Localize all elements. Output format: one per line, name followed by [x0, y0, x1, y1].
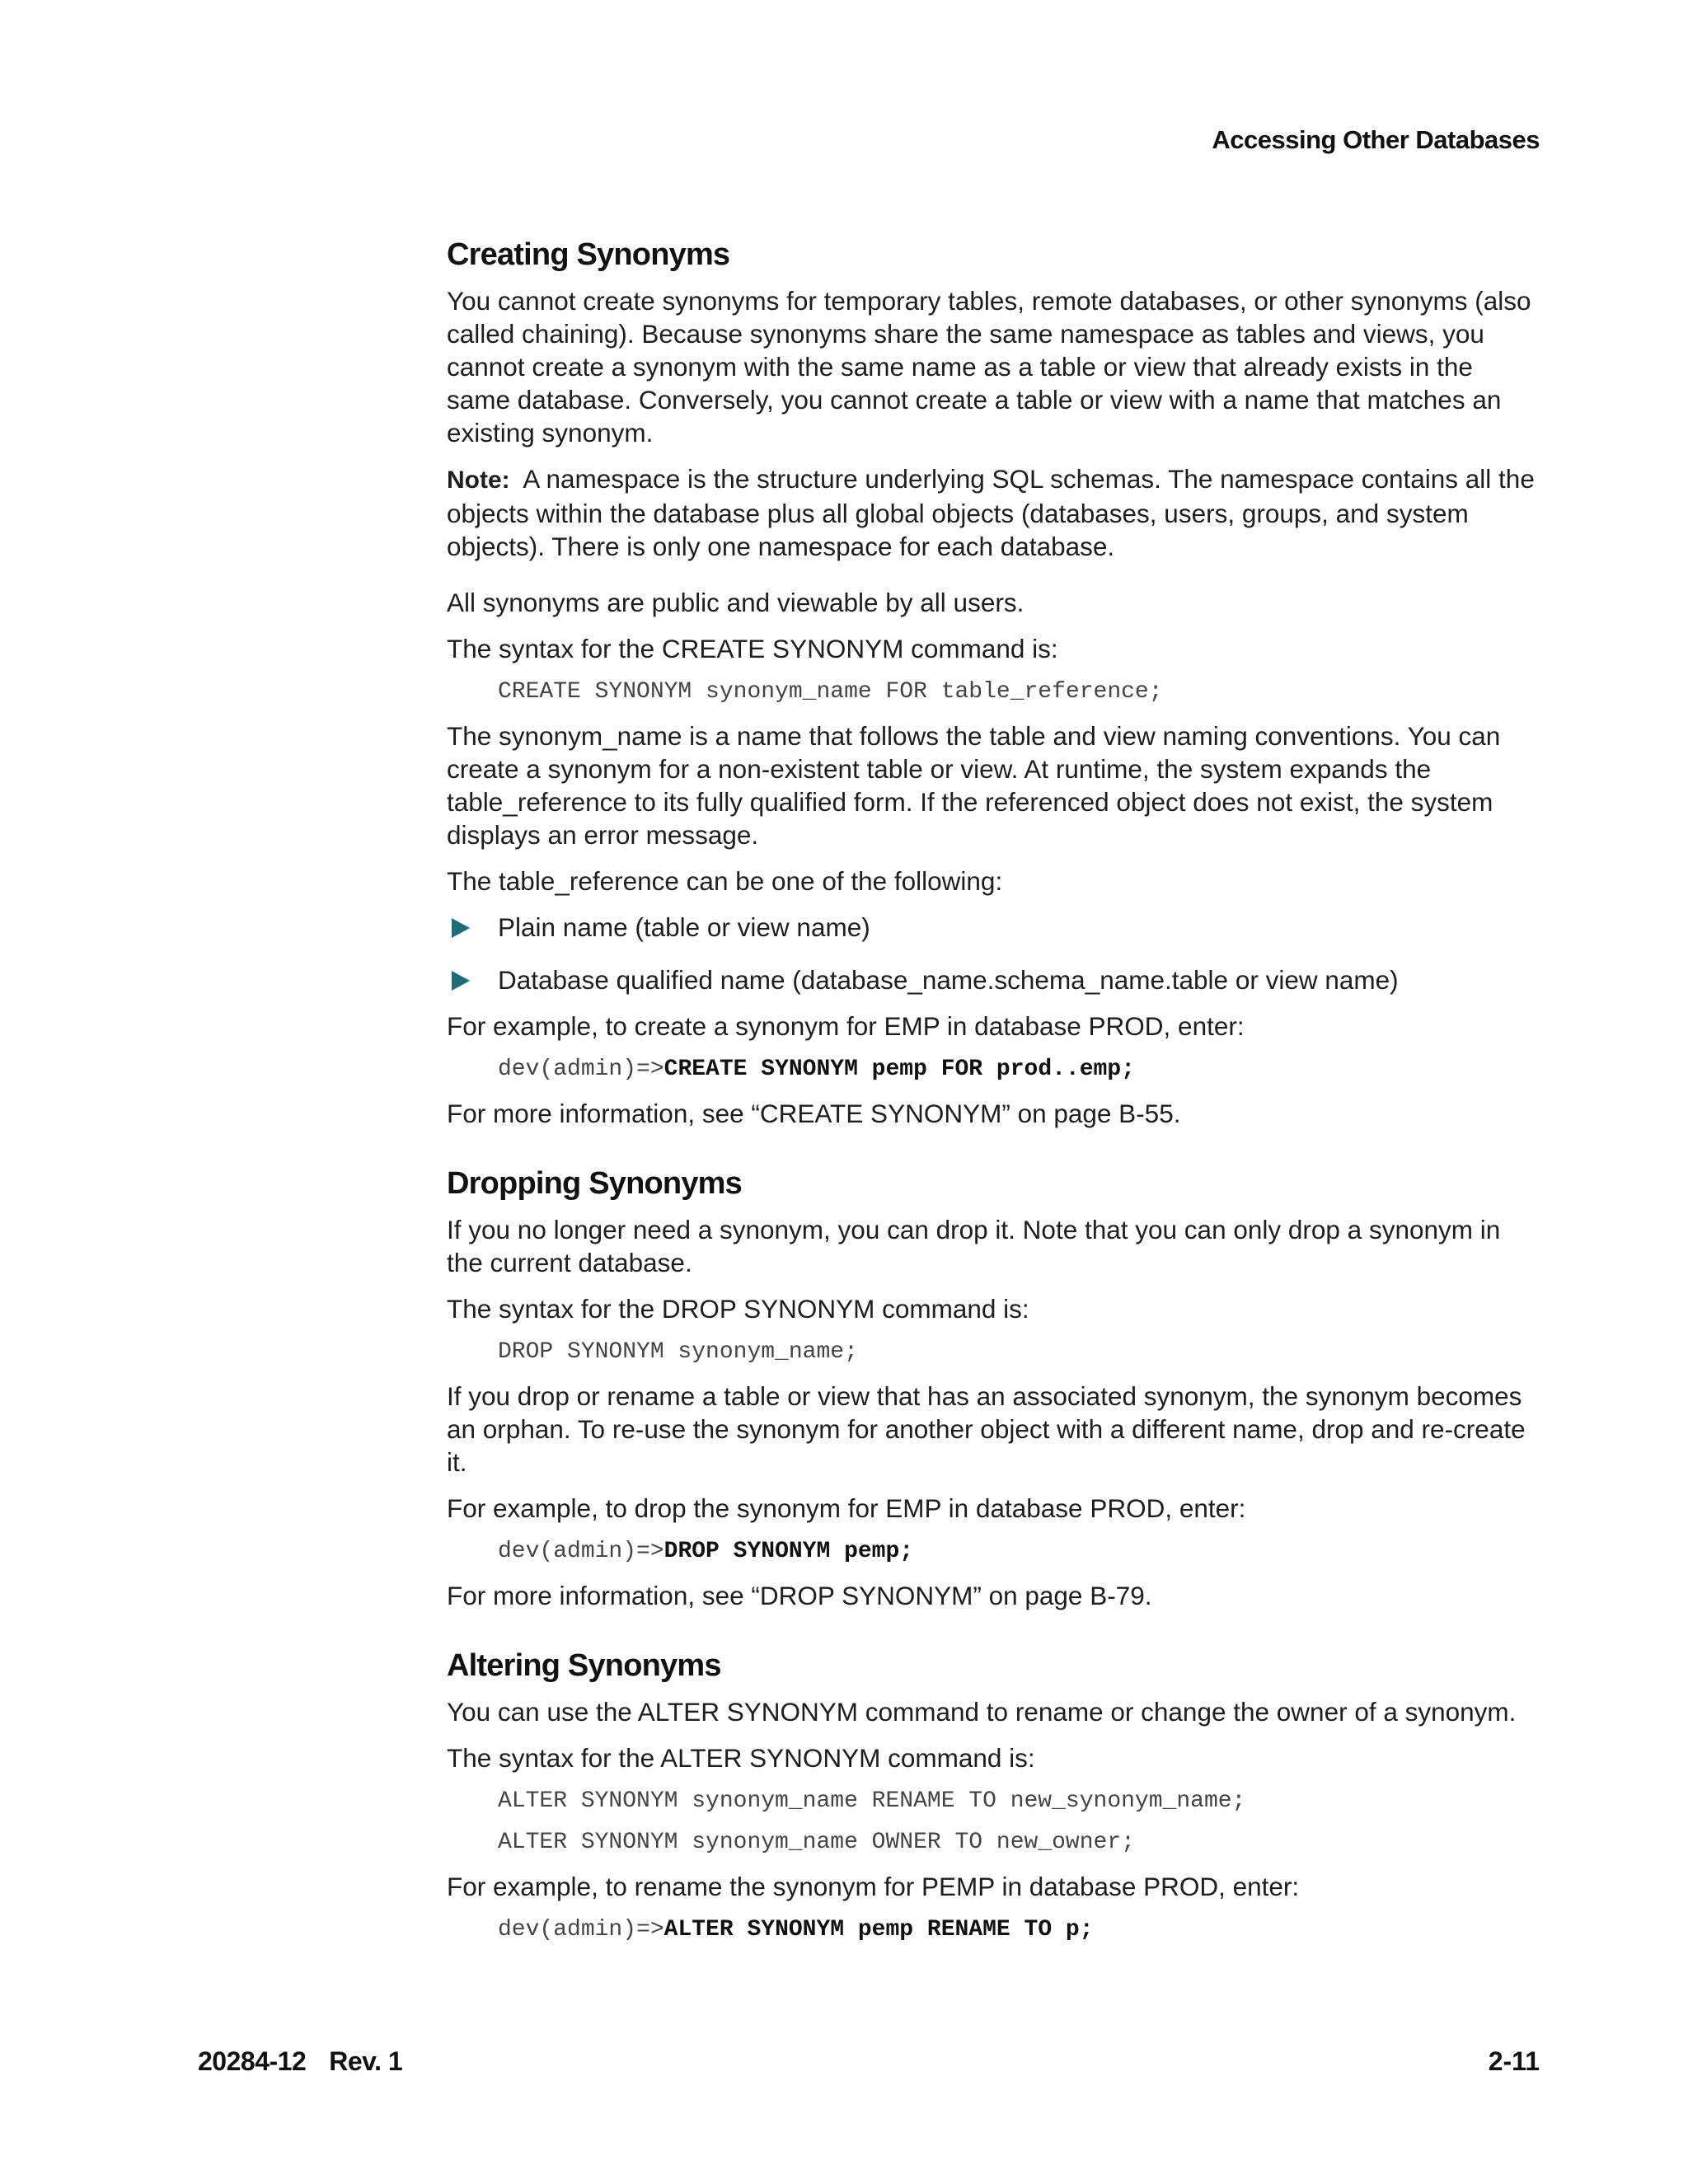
dropping-paragraph-3: If you drop or rename a table or view that has an associated synonym, the synonym becomes an orphan. To re-use the synonym for another object with a different name, drop and re-create it.	[447, 1381, 1526, 1477]
heading-dropping-synonyms: Dropping Synonyms	[447, 1166, 742, 1201]
creating-paragraph-1: You cannot create synonyms for temporary tables, remote databases, or other synonyms (also called chaining). Because synonyms share the same namespace as tables and views, you cannot create a synonym with the same name as a table or view that already exists in the same database. Conversely, you cannot create a table or view with a name that matches an existing synonym.	[447, 286, 1531, 448]
creating-paragraph-3: The syntax for the CREATE SYNONYM command is:	[447, 634, 1058, 663]
revision: Rev. 1	[329, 2046, 403, 2076]
altering-paragraph-2: The syntax for the ALTER SYNONYM command is:	[447, 1743, 1035, 1773]
dropping-paragraph-4: For example, to drop the synonym for EMP in database PROD, enter:	[447, 1493, 1246, 1523]
code-command: DROP SYNONYM pemp;	[663, 1539, 914, 1564]
heading-altering-synonyms: Altering Synonyms	[447, 1648, 721, 1683]
dropping-paragraph-5: For more information, see “DROP SYNONYM” on page B-79.	[447, 1581, 1152, 1610]
altering-paragraph-3: For example, to rename the synonym for PEMP in database PROD, enter:	[447, 1872, 1300, 1901]
heading-creating-synonyms: Creating Synonyms	[447, 237, 730, 272]
list-item	[447, 911, 1541, 944]
doc-number: 20284-12	[198, 2046, 307, 2076]
alter-synonym-example	[498, 1916, 1541, 1944]
create-synonym-syntax: CREATE SYNONYM synonym_name FOR table_reference;	[498, 679, 1163, 705]
drop-synonym-example	[498, 1538, 1541, 1566]
list-item-text: Database qualified name (database_name.schema_name.table or view name)	[498, 965, 1399, 995]
note-text: A namespace is the structure underlying SQL schemas. The namespace contains all the objects within the database plus all global objects (databases, users, groups, and system objects). There is only one namespace for each database.	[447, 464, 1535, 561]
code-prompt: dev(admin)=>	[498, 1917, 664, 1943]
footer-doc-info	[198, 2046, 402, 2077]
creating-paragraph-5: The table_reference can be one of the following:	[447, 866, 1003, 896]
creating-paragraph-4: The synonym_name is a name that follows the table and view naming conventions. You can create a synonym for a non-existent table or view. At runtime, the system expands the table_reference to its fully qualified form. If the referenced object does not exist, the system displays an error message.	[447, 721, 1501, 850]
altering-paragraph-1: You can use the ALTER SYNONYM command to rename or change the owner of a synonym.	[447, 1697, 1517, 1727]
triangle-bullet-icon	[452, 918, 470, 938]
page-content	[447, 237, 1541, 1957]
running-header: Accessing Other Databases	[1212, 125, 1540, 154]
drop-synonym-syntax: DROP SYNONYM synonym_name;	[498, 1339, 858, 1365]
creating-paragraph-2: All synonyms are public and viewable by all users.	[447, 588, 1025, 617]
code-command: CREATE SYNONYM pemp FOR prod..emp;	[663, 1057, 1135, 1082]
note-paragraph	[447, 462, 1541, 563]
alter-synonym-syntax-owner: ALTER SYNONYM synonym_name OWNER TO new_owner;	[498, 1830, 1135, 1855]
dropping-paragraph-1: If you no longer need a synonym, you can drop it. Note that you can only drop a synonym in the current database.	[447, 1215, 1501, 1277]
code-prompt: dev(admin)=>	[498, 1057, 664, 1082]
table-reference-list	[447, 911, 1541, 996]
list-item	[447, 963, 1541, 996]
page-number: 2-11	[1488, 2046, 1540, 2076]
code-command: ALTER SYNONYM pemp RENAME TO p;	[663, 1917, 1094, 1943]
create-synonym-example	[498, 1056, 1541, 1084]
note-label: Note:	[447, 466, 510, 494]
list-item-text: Plain name (table or view name)	[498, 912, 870, 942]
dropping-paragraph-2: The syntax for the DROP SYNONYM command is:	[447, 1294, 1029, 1324]
alter-synonym-syntax-rename: ALTER SYNONYM synonym_name RENAME TO new_synonym_name;	[498, 1788, 1246, 1814]
triangle-bullet-icon	[452, 971, 470, 991]
creating-paragraph-7: For more information, see “CREATE SYNONYM” on page B-55.	[447, 1099, 1181, 1128]
creating-paragraph-6: For example, to create a synonym for EMP in database PROD, enter:	[447, 1011, 1245, 1041]
code-prompt: dev(admin)=>	[498, 1539, 664, 1564]
